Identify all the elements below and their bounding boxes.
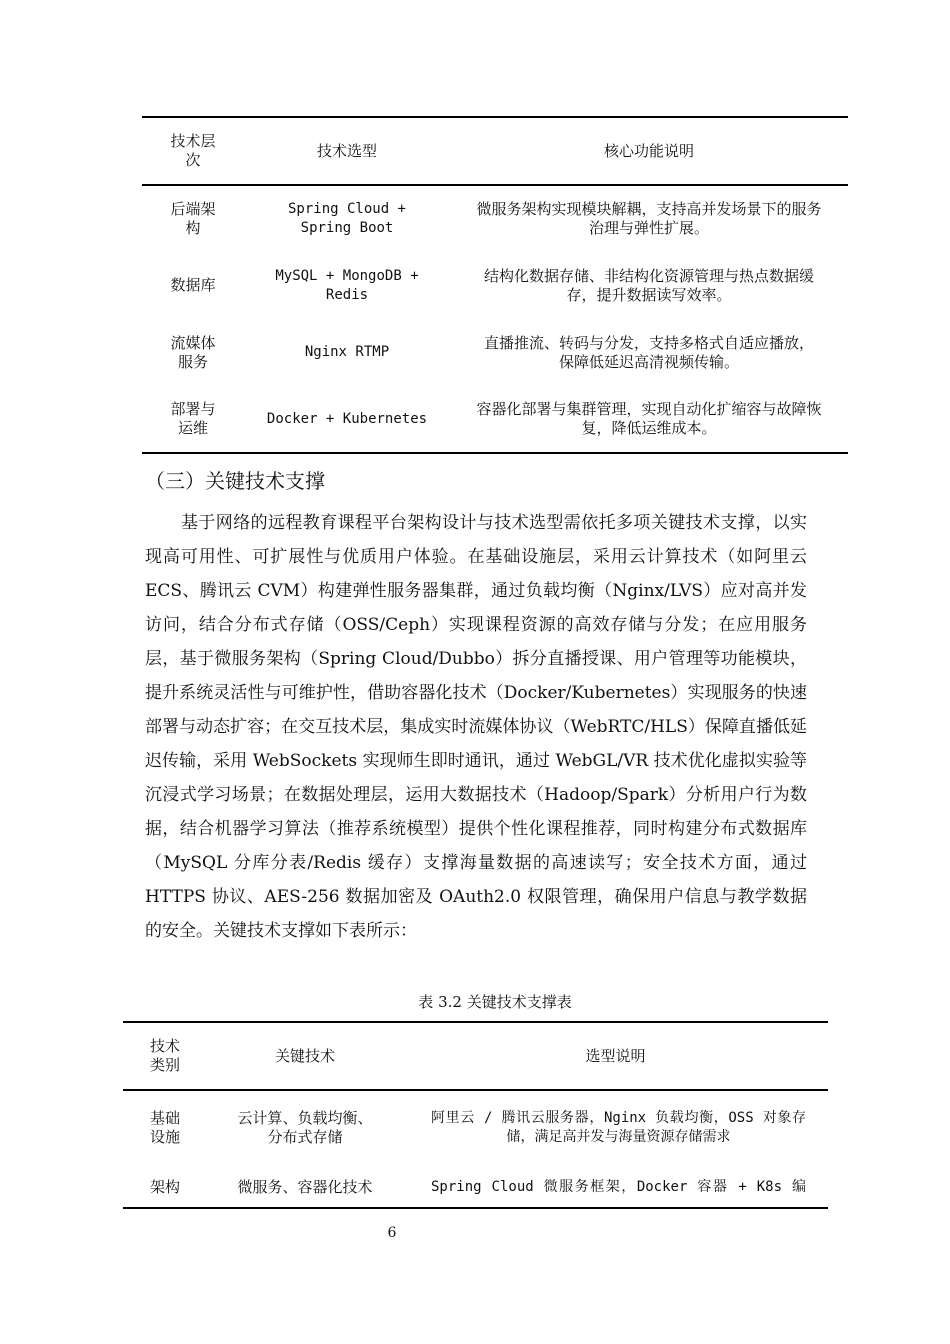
tech-cell: Nginx RTMP [304,344,390,360]
tech-cell: MySQL + MongoDB + Redis [275,267,419,303]
key-tech-table [123,1021,828,1209]
category-cell: 基础设施 [149,1108,180,1146]
tech-cell: Docker + Kubernetes [266,410,428,427]
desc-cell: 微服务架构实现模块解耦，支持高并发场景下的服务治理与弹性扩展。 [476,200,822,237]
desc-cell: 直播推流、转码与分发，支持多格式自适应播放，保障低延迟高清视频传输。 [483,333,814,371]
column-header: 核心功能说明 [450,117,848,185]
column-header: 技术类别 [123,1022,207,1090]
table-caption: 表 3.2 关键技术支撑表 [418,993,572,1011]
table-row [123,1164,828,1208]
layer-cell: 部署与运维 [170,400,216,437]
desc-cell: 结构化数据存储、非结构化资源管理与热点数据缓存，提升数据读写效率。 [483,266,814,304]
table-header-row [123,1022,828,1090]
layer-cell: 后端架构 [170,200,216,237]
tech-cell: 微服务、容器化技术 [237,1178,373,1196]
column-header: 关键技术 [207,1022,403,1090]
desc-cell: 容器化部署与集群管理，实现自动化扩缩容与故障恢复，降低运维成本。 [476,400,822,437]
table-row [142,252,848,319]
table-row [123,1090,828,1164]
table-header-row [142,117,848,185]
tech-cell: 云计算、负载均衡、分布式存储 [237,1108,373,1146]
category-cell: 架构 [149,1178,180,1196]
layer-cell: 流媒体服务 [170,333,216,371]
tech-cell: Spring Cloud + Spring Boot [287,201,406,236]
table-row [142,386,848,453]
column-header: 技术选型 [244,117,450,185]
column-header: 选型说明 [403,1022,828,1090]
tech-stack-table [142,116,848,454]
page-number: 6 [387,1225,397,1241]
desc-cell: Spring Cloud 微服务框架，Docker 容器 + K8s 编 [431,1179,806,1195]
body-paragraph: 基于网络的远程教育课程平台架构设计与技术选型需依托多项关键技术支撑，以实现高可用性、可扩展性与优质用户体验。在基础设施层，采用云计算技术（如阿里云 ECS、腾讯云 CVM）构建弹性服务器集群，通过负载均衡（Nginx/LVS）应对高并发访问，结合分布式存储（OSS/Ceph）实现课程资源的高效存储与分发；在应用服务层，基于微服务架构（Spring Cloud/Dubbo）拆分直播授课、用户管理等功能模块，提升系统灵活性与可维护性，借助容器化技术（Docker/Kubernetes）实现服务的快速部署与动态扩容；在交互技术层，集成实时流媒体协议（WebRTC/HLS）保障直播低延迟传输，采用 WebSockets 实现师生即时通讯，通过 WebGL/VR 技术优化虚拟实验等沉浸式学习场景；在数据处理层，运用大数据技术（Hadoop/Spark）分析用户行为数据，结合机器学习算法（推荐系统模型）提供个性化课程推荐，同时构建分布式数据库（MySQL 分库分表/Redis 缓存）支撑海量数据的高速读写；安全技术方面，通过 HTTPS 协议、AES-256 数据加密及 OAuth2.0 权限管理，确保用户信息与教学数据的安全。关键技术支撑如下表所示： [145,513,807,941]
column-header: 技术层次 [142,117,244,185]
table-row [142,319,848,386]
table-row [142,185,848,252]
desc-cell: 阿里云 / 腾讯云服务器，Nginx 负载均衡，OSS 对象存储，满足高并发与海量资源存储需求 [431,1109,806,1145]
section-heading: （三）关键技术支撑 [145,469,325,493]
layer-cell: 数据库 [170,276,216,294]
